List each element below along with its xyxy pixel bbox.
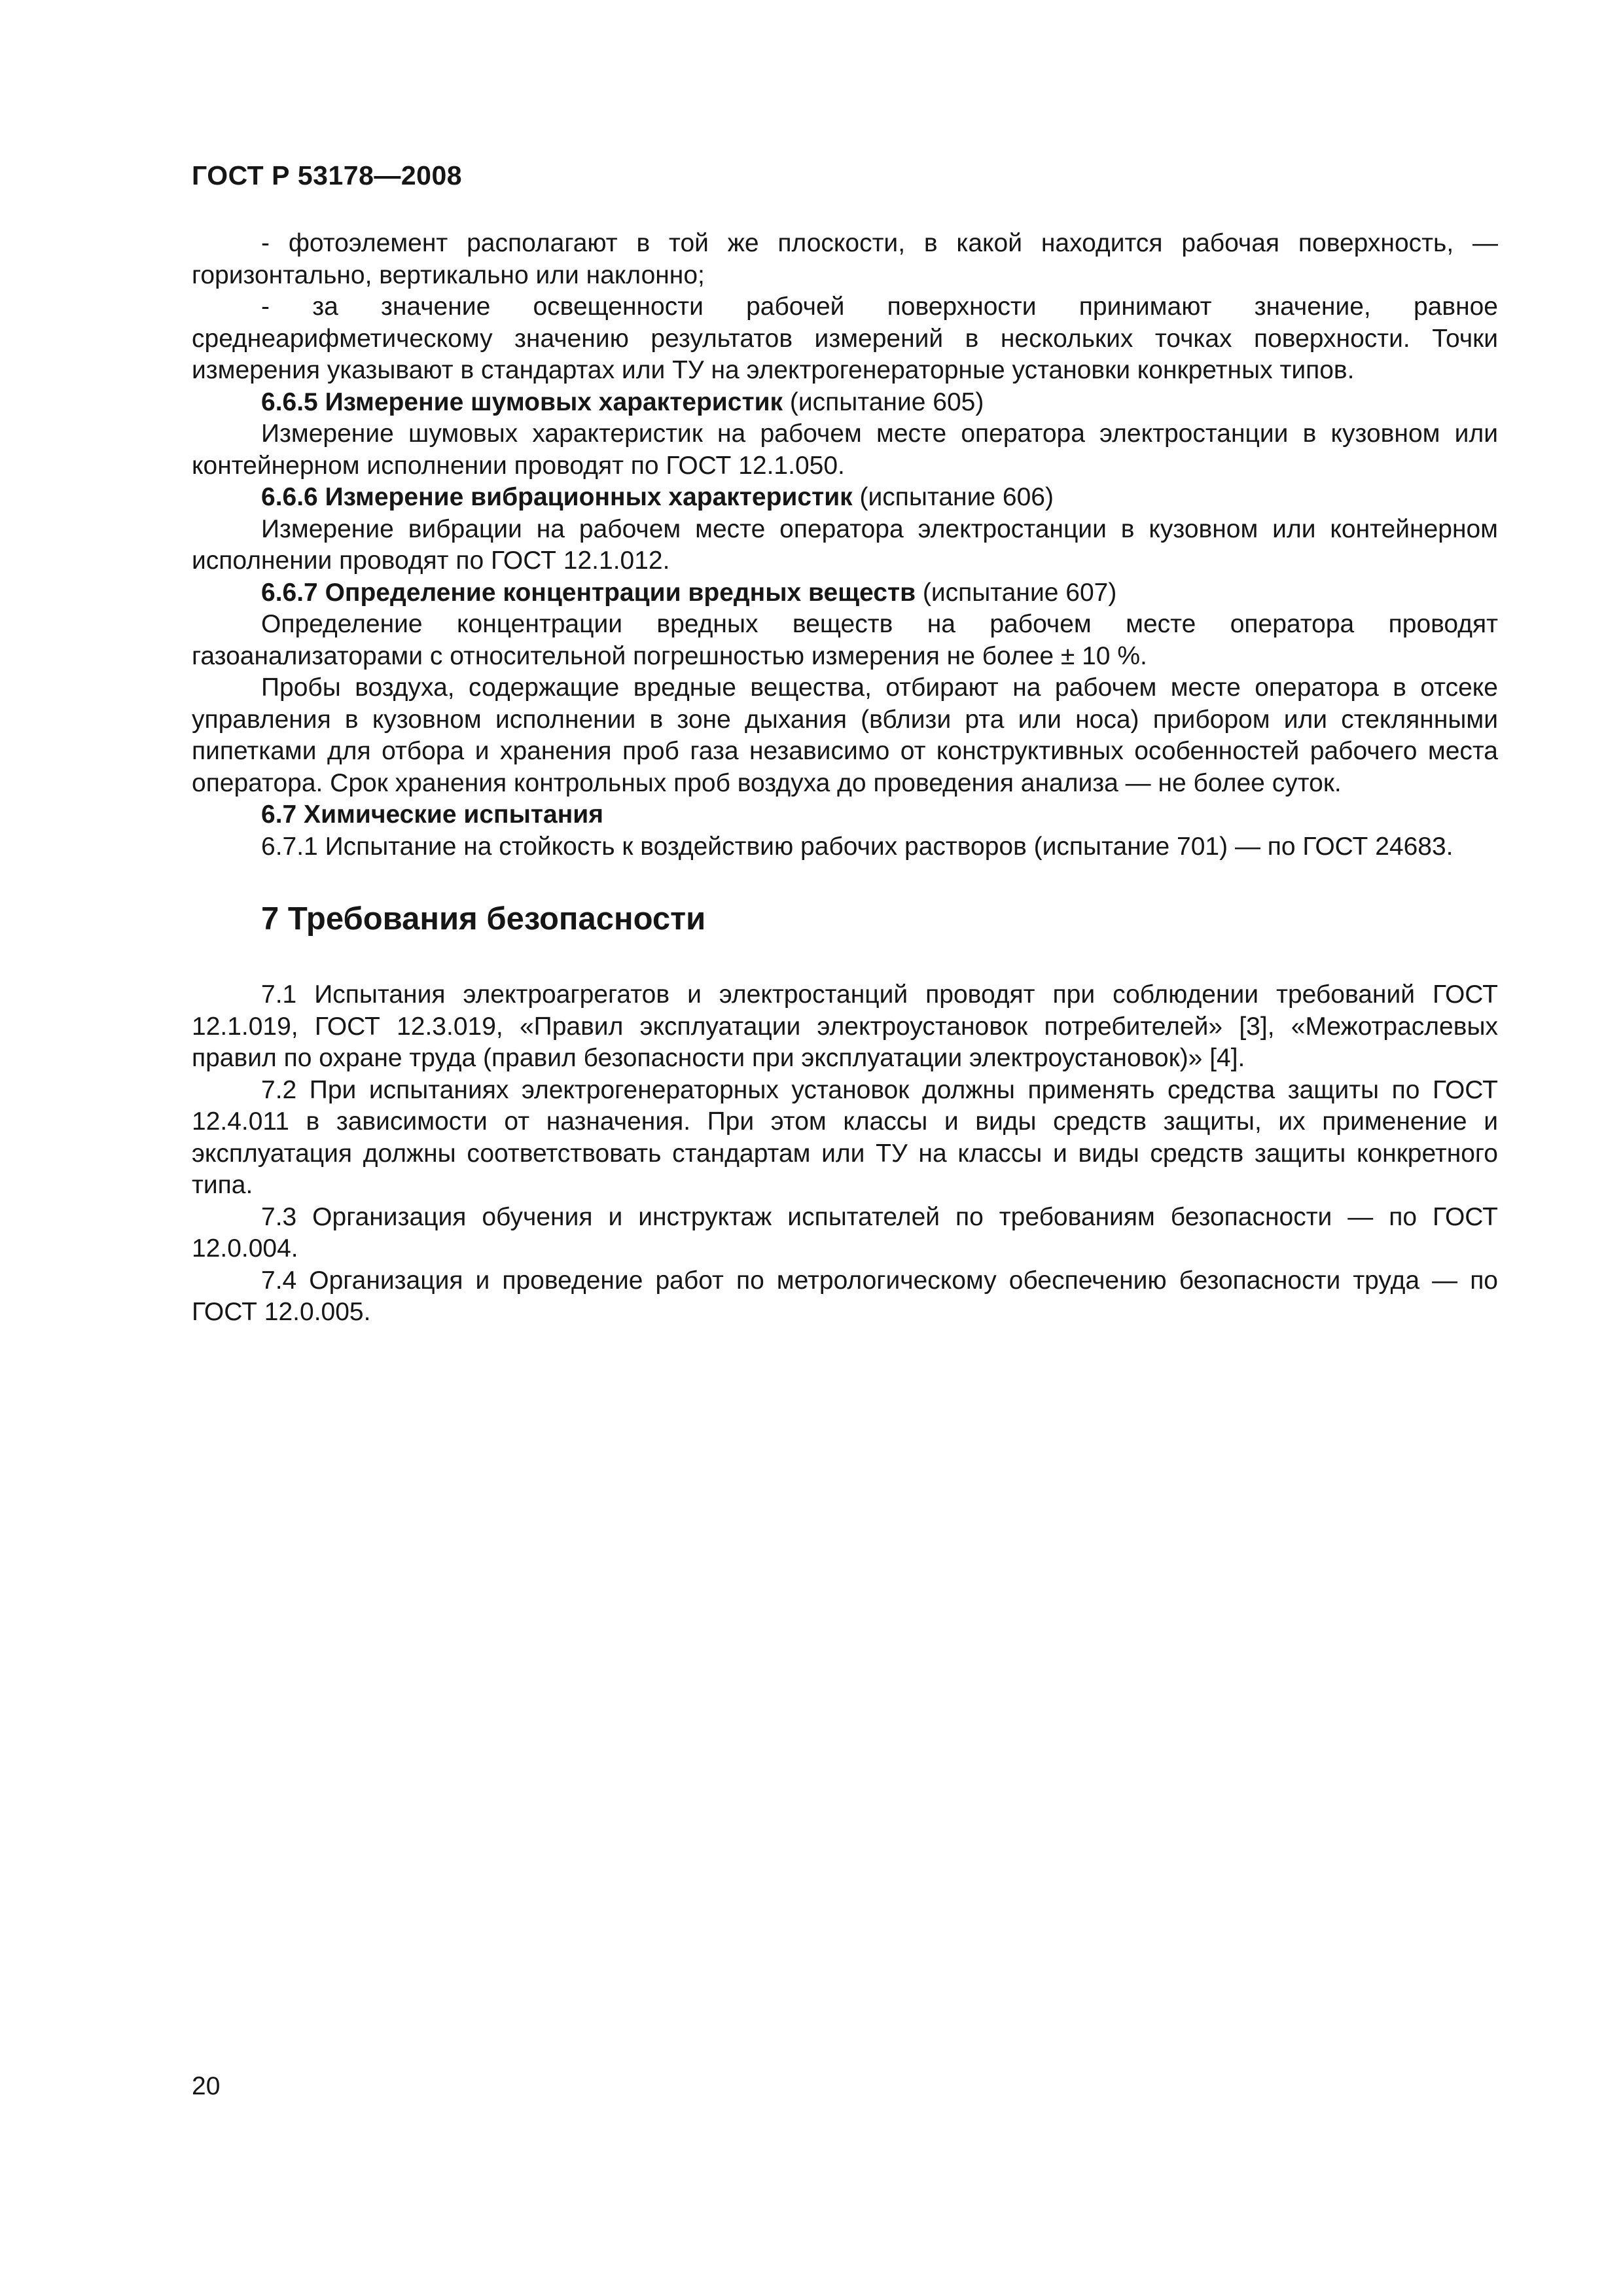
clause-7-2-text: 7.2 При испытаниях электрогенераторных установок должны применять средства защиты по ГОСТ 12.4.011 в зависимости от назначения. При этом классы и виды средств защиты, их применение и эксплуатация должны соответствовать стандартам или ТУ на классы и виды средств защиты конкретного типа. — [192, 1075, 1498, 1199]
clause-6-6-5-test: (испытание 605) — [783, 387, 984, 416]
paragraph-photocell-placement: - фотоэлемент располагают в той же плоскости, в какой находится рабочая поверхность, — горизонтально, вертикально или наклонно; — [192, 229, 1498, 289]
clause-6-6-5 — [192, 387, 1498, 419]
clause-6-7-1-text: 6.7.1 Испытание на стойкость к воздействию рабочих растворов (испытание 701) — по ГОСТ 24683. — [261, 832, 1454, 861]
clause-6-6-6-text: Измерение вибрации на рабочем месте оператора электростанции в кузовном или контейнерном исполнении проводят по ГОСТ 12.1.012. — [192, 514, 1498, 575]
document-body — [192, 228, 1498, 1329]
clause-6-7 — [192, 799, 1498, 831]
clause-7-1-text: 7.1 Испытания электроагрегатов и электростанций проводят при соблюдении требований ГОСТ 12.1.019, ГОСТ 12.3.019, «Правил эксплуатации электроустановок потребителей» [3], «Межотраслевых правил по охране труда (правил безопасности при эксплуатации электроустановок)» [4]. — [192, 980, 1498, 1072]
clause-7-4-text: 7.4 Организация и проведение работ по метрологическому обеспечению безопасности труда — по ГОСТ 12.0.005. — [192, 1266, 1498, 1326]
clause-6-6-7-text-2: Пробы воздуха, содержащие вредные вещества, отбирают на рабочем месте оператора в отсеке управления в кузовном исполнении в зоне дыхания (вблизи рта или носа) прибором или стеклянными пипетками для отбора и хранения проб газа независимо от конструктивных особенностей рабочего места оператора. Срок хранения контрольных проб воздуха до проведения анализа — не более суток. — [192, 673, 1498, 797]
clause-6-6-6 — [192, 482, 1498, 514]
clause-6-6-6-test: (испытание 606) — [852, 483, 1054, 511]
clause-6-6-7-title: 6.6.7 Определение концентрации вредных веществ — [261, 578, 916, 607]
document-header: ГОСТ Р 53178—2008 — [192, 160, 463, 190]
clause-6-6-7 — [192, 577, 1498, 609]
clause-6-6-6-title: 6.6.6 Измерение вибрационных характеристик — [261, 483, 853, 511]
clause-6-6-7-test: (испытание 607) — [916, 578, 1117, 607]
clause-6-6-5-text: Измерение шумовых характеристик на рабочем месте оператора электростанции в кузовном или контейнерном исполнении проводят по ГОСТ 12.1.050. — [192, 420, 1498, 480]
paragraph-illuminance-value: - за значение освещенности рабочей поверхности принимают значение, равное среднеарифметическому значению результатов измерений в нескольких точках поверхности. Точки измерения указывают в стандартах или ТУ на электрогенераторные установки конкретных типов. — [192, 293, 1498, 384]
clause-6-6-7-text-1: Определение концентрации вредных веществ на рабочем месте оператора проводят газоанализаторами с относительной погрешностью измерения не более ± 10 %. — [192, 610, 1498, 670]
clause-6-6-5-title: 6.6.5 Измерение шумовых характеристик — [261, 387, 783, 416]
page-number: 20 — [192, 2072, 221, 2100]
clause-7-3-text: 7.3 Организация обучения и инструктаж испытателей по требованиям безопасности — по ГОСТ 12.0.004. — [192, 1202, 1498, 1263]
clause-6-7-title: 6.7 Химические испытания — [261, 800, 603, 829]
section-7-title: 7 Требования безопасности — [261, 901, 706, 937]
